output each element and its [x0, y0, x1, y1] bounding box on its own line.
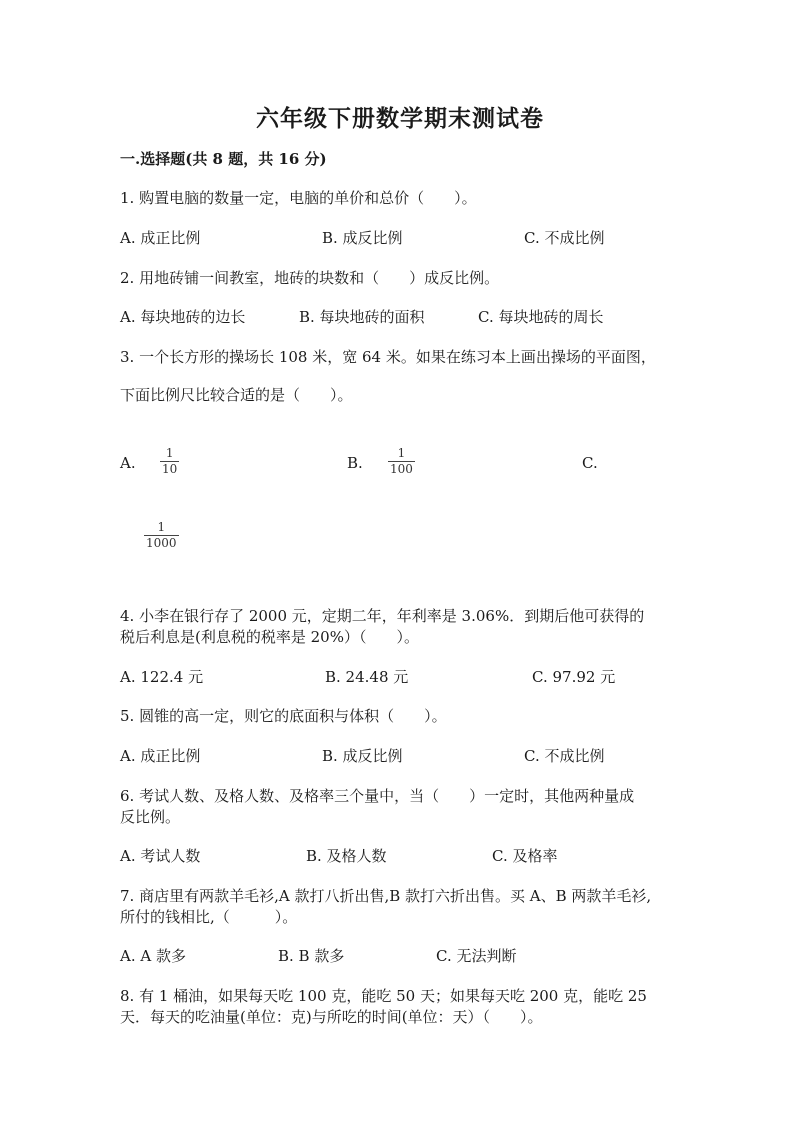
question-4-option-a: A. 122.4 元: [120, 668, 204, 686]
question-3-stem-line-1: 3. 一个长方形的操场长 108 米，宽 64 米。如果在练习本上画出操场的平面图，: [120, 348, 656, 366]
question-3-option-a: A.: [120, 454, 136, 472]
question-5-option-a: A. 成正比例: [120, 747, 201, 765]
question-2-option-c: C. 每块地砖的周长: [478, 308, 604, 326]
question-8-stem-line-2: 天．每天的吃油量(单位：克)与所吃的时间(单位：天）（ ）。: [120, 1008, 543, 1026]
question-6-stem-line-2: 反比例。: [120, 808, 181, 826]
section-heading: 一.选择题(共 8 题，共 16 分): [120, 150, 327, 168]
question-7-stem-line-1: 7. 商店里有两款羊毛衫,A 款打八折出售,B 款打六折出售。买 A、B 两款羊毛衫,: [120, 887, 652, 905]
fraction-a-denominator: 10: [162, 462, 178, 476]
question-2-stem: 2. 用地砖铺一间教室，地砖的块数和（ ）成反比例。: [120, 269, 500, 287]
question-6-option-c: C. 及格率: [492, 847, 558, 865]
question-4-option-b: B. 24.48 元: [325, 668, 409, 686]
question-4-stem-line-2: 税后利息是(利息税的税率是 20%）（ ）。: [120, 628, 419, 646]
question-5-option-b: B. 成反比例: [322, 747, 403, 765]
fraction-b-numerator: 1: [397, 446, 406, 460]
question-3-fraction-c: [144, 521, 179, 550]
fraction-a-numerator: 1: [165, 446, 174, 460]
question-1-option-a: A. 成正比例: [120, 229, 201, 247]
question-1-option-c: C. 不成比例: [524, 229, 605, 247]
question-4-option-c: C. 97.92 元: [532, 668, 616, 686]
question-1-option-b: B. 成反比例: [322, 229, 403, 247]
question-3-option-b: B.: [347, 454, 363, 472]
question-6-option-a: A. 考试人数: [120, 847, 201, 865]
question-7-option-b: B. B 款多: [278, 947, 345, 965]
question-8-stem-line-1: 8. 有 1 桶油，如果每天吃 100 克，能吃 50 天；如果每天吃 200 克，能吃 25: [120, 987, 647, 1005]
question-3-fraction-b: [388, 447, 415, 476]
fraction-c-denominator: 1000: [146, 536, 177, 550]
question-3-fraction-a: [160, 447, 179, 476]
question-6-option-b: B. 及格人数: [306, 847, 387, 865]
question-4-stem-line-1: 4. 小李在银行存了 2000 元，定期二年，年利率是 3.06%．到期后他可获得的: [120, 607, 645, 625]
question-1-stem: 1. 购置电脑的数量一定，电脑的单价和总价（ ）。: [120, 189, 477, 207]
question-5-option-c: C. 不成比例: [524, 747, 605, 765]
question-3-option-c: C.: [582, 454, 598, 472]
question-6-stem-line-1: 6. 考试人数、及格人数、及格率三个量中，当（ ）一定时，其他两种量成: [120, 787, 635, 805]
question-7-stem-line-2: 所付的钱相比,（ ）。: [120, 908, 298, 926]
fraction-b-denominator: 100: [390, 462, 413, 476]
question-5-stem: 5. 圆锥的高一定，则它的底面积与体积（ ）。: [120, 707, 447, 725]
question-7-option-a: A. A 款多: [120, 947, 186, 965]
fraction-c-numerator: 1: [157, 520, 166, 534]
question-7-option-c: C. 无法判断: [436, 947, 517, 965]
question-2-option-a: A. 每块地砖的边长: [120, 308, 246, 326]
page-title: 六年级下册数学期末测试卷: [256, 105, 544, 132]
question-2-option-b: B. 每块地砖的面积: [299, 308, 425, 326]
question-3-stem-line-2: 下面比例尺比较合适的是（ ）。: [120, 386, 353, 404]
